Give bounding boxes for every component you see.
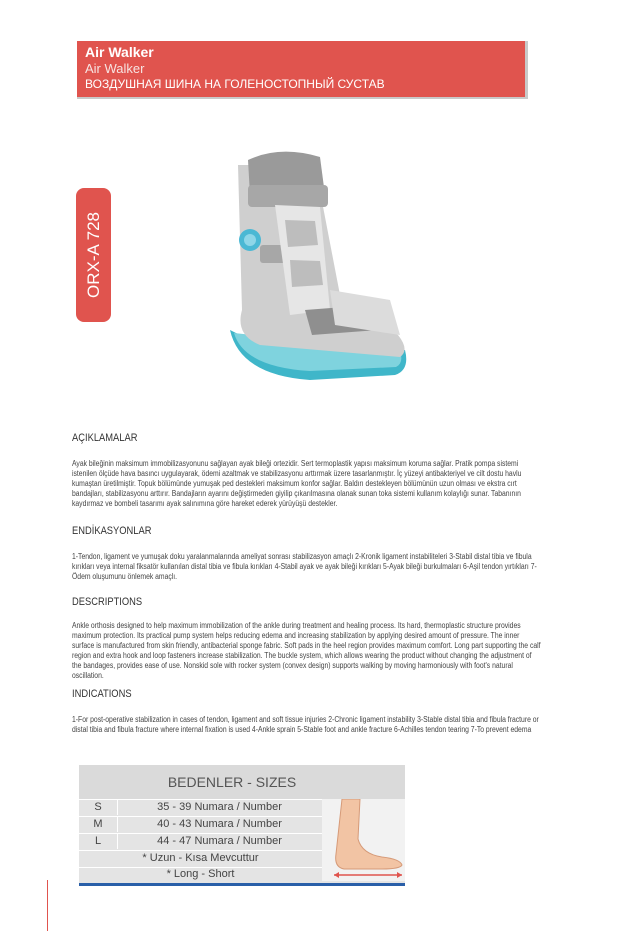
section-text-descriptions: Ankle orthosis designed to help maximum immobilization of the ankle during treatment and healing process. Its hard, thermoplastic structure provides maximum protection. Its practical pump system helps reducing edema and increasing stabilization by applying desired amount of pressure. The inner surface is manufactured from skin friendly, antibacterial sponge fabric. Soft pads in the heel region provides maximum comfort. Long part supporting the calf region and extra hook and loop fasteners increase stabilization. The buckle system, which allows wearing the product without changing the adjustment of the bandages, provides ease of use. Nonskid sole with rocker system (convex design) supports walking by moving harmoniously with foot's natural oscillation.: [72, 621, 541, 680]
section-title-endikasyonlar: ENDİKASYONLAR: [72, 525, 152, 537]
page-edge-line: [47, 880, 48, 931]
section-title-descriptions: DESCRIPTIONS: [72, 596, 143, 608]
product-subtitle: Air Walker: [85, 61, 145, 76]
section-title-indications: INDICATIONS: [72, 688, 132, 700]
size-label: M: [93, 818, 103, 830]
size-note-tr: * Uzun - Kısa Mevcuttur: [142, 852, 259, 864]
divider: [79, 850, 322, 851]
size-row: [79, 817, 322, 832]
product-title: Air Walker: [85, 44, 154, 60]
size-label: L: [94, 835, 102, 847]
size-label: S: [94, 801, 102, 813]
sizes-table-footer-bar: [79, 883, 405, 886]
size-note-en: * Long - Short: [166, 868, 235, 880]
section-text-aciklamalar: Ayak bileğinin maksimum immobilizasyonunu sağlayan ayak bileği ortezidir. Sert termoplastik yapısı maksimum koruma sağlar. Pratik pompa sistemi istenilen ölçüde hava basıncı uygulayarak, ödemi azaltmak ve stabilizasyonu arttırmak üzere tasarlanmıştır. İç yüzeyi antibakteriyel ve cilt dostu havlu kumaştan üretilmiştir. Topuk bölümünde yumuşak ped destekleri maksimum konfor sağlar. Baldırı destekleyen bölümünün uzun olması ve ekstra cırt bandajları, stabilizasyonu arttırır. Bandajların ayarını değiştirmeden giyilip çıkarılmasına olanak sunan toka sistemi kullanım kolaylığı sunar. Tabanının kaydırmaz ve bombeli tasarımı ayak salınımına göre hareket ederek yürüyüşü destekler.: [72, 459, 522, 508]
product-code-badge: [76, 188, 111, 322]
section-text-indications: 1-For post-operative stabilization in cases of tendon, ligament and soft tissue injuries 2-Chronic ligament instability 3-Stable distal tibia and fibula fracture or distal tibia and fibula fracture where internal fixation is used 4-Ankle sprain 5-Stable foot and ankle fracture 6-Achilles tendon tearing 7-To prevent edema: [72, 715, 539, 734]
foot-measure-image: [322, 799, 405, 881]
size-range: 40 - 43 Numara / Number: [157, 818, 282, 830]
size-row: [79, 800, 322, 815]
sizes-table-title: BEDENLER - SIZES: [79, 765, 405, 799]
product-header: [77, 41, 528, 99]
section-title-aciklamalar: AÇIKLAMALAR: [72, 432, 138, 444]
section-text-endikasyonlar: 1-Tendon, ligament ve yumuşak doku yaralanmalarında ameliyat sonrası stabilizasyon amaçlı 2-Kronik ligament instabiliteleri 3-Stabil distal tibia ve fibula kırıkları veya internal fiksatör kullanılan distal tibia ve fibula kırıkları 4-Stabil ayak ve ayak bileği kırıkları 5-Ayak bileği burkulmaları 6-Aşil tendon yırtıkları 7-Ödem oluşumunu önlemek amaçlı.: [72, 552, 537, 581]
product-code: ORX-A 728: [83, 212, 103, 298]
air-walker-boot-image: [220, 135, 420, 395]
size-row: [79, 834, 322, 849]
size-range: 35 - 39 Numara / Number: [157, 801, 282, 813]
size-range: 44 - 47 Numara / Number: [157, 835, 282, 847]
product-title-russian: ВОЗДУШНАЯ ШИНА НА ГОЛЕНОСТОПНЫЙ СУСТАВ: [85, 77, 385, 91]
